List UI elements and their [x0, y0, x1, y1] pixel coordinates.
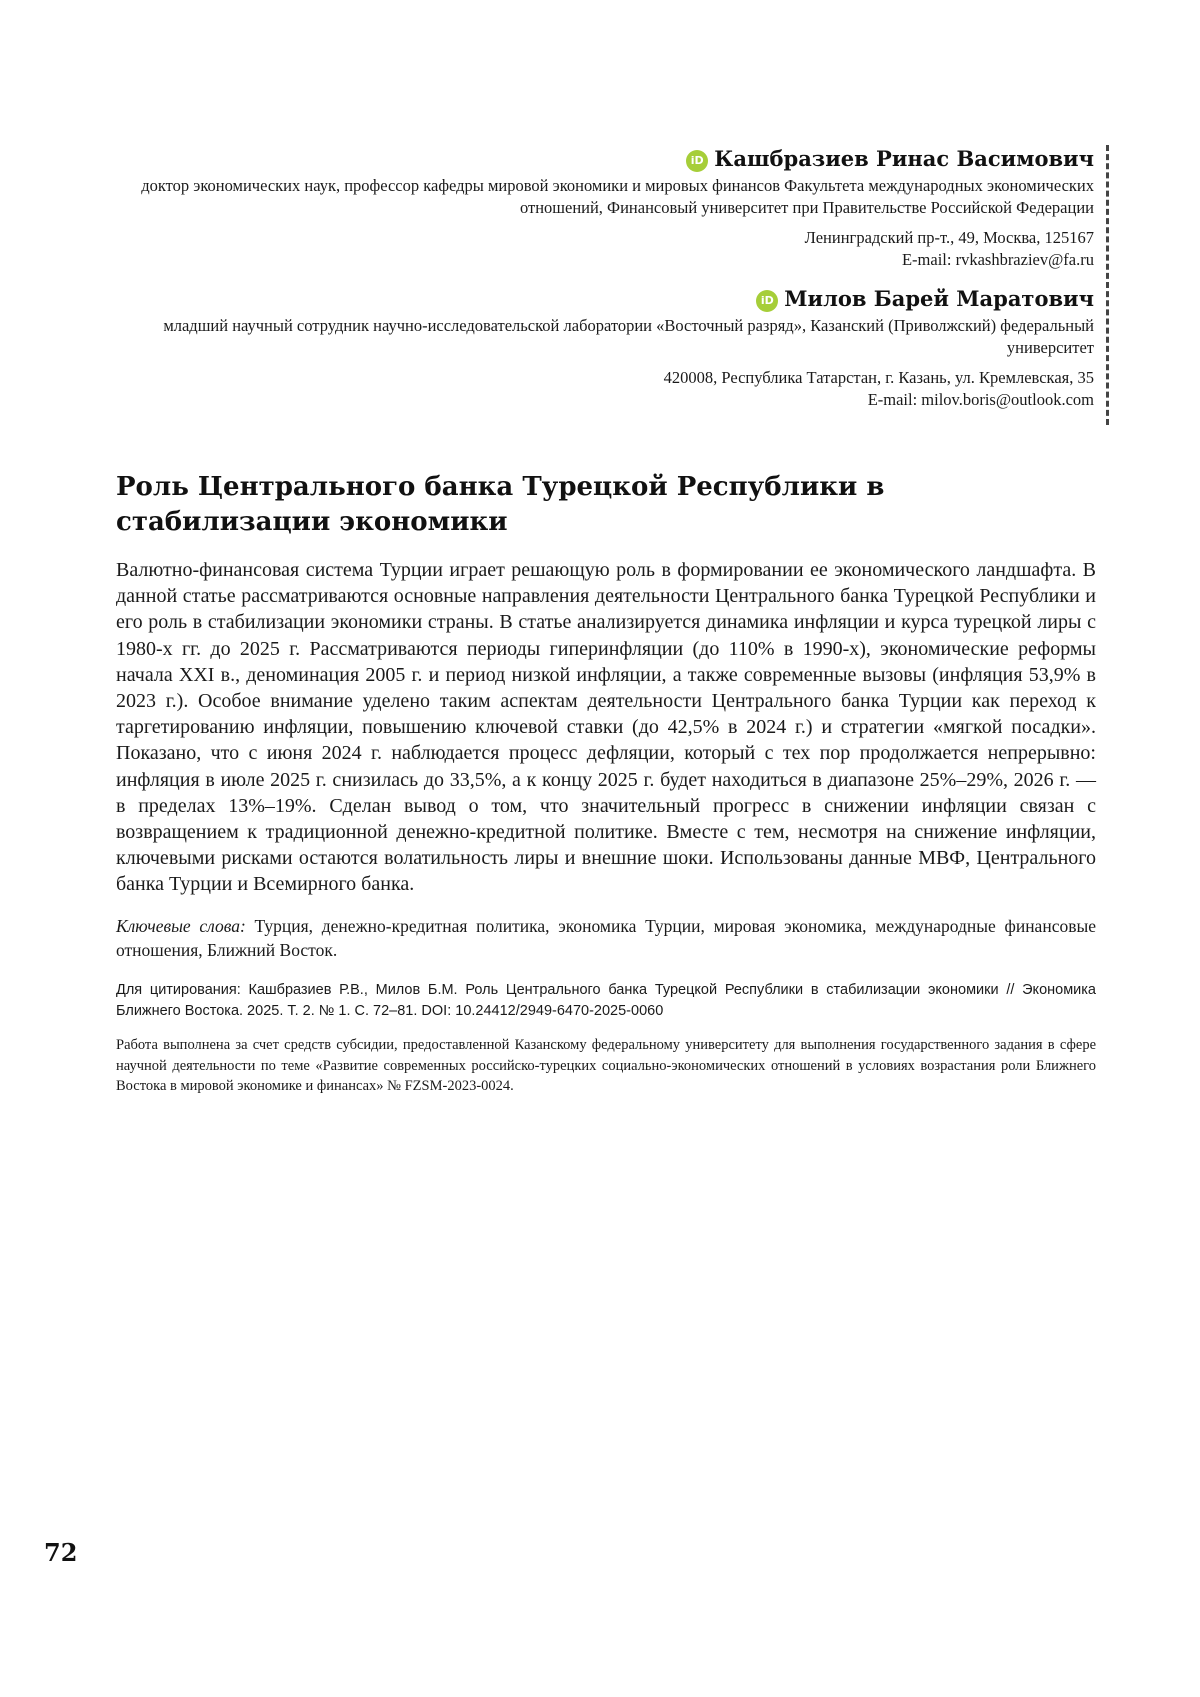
author-1: [116, 145, 1094, 271]
author-affiliation: доктор экономических наук, профессор кафедры мировой экономики и мировых финансов Факультета международных экономических отношений, Финансовый университет при Правительстве Российской Федерации: [116, 175, 1094, 219]
keywords: [116, 914, 1096, 962]
author-address: 420008, Республика Татарстан, г. Казань, ул. Кремлевская, 35: [116, 367, 1094, 389]
author-2: [116, 285, 1094, 411]
abstract: Валютно-финансовая система Турции играет решающую роль в формировании ее экономического ландшафта. В данной статье рассматриваются основные направления деятельности Центрального банка Турецкой Республики и его роль в стабилизации экономики страны. В статье анализируется динамика инфляции и курса турецкой лиры с 1980-х гг. до 2025 г. Рассматриваются периоды гиперинфляции (до 110% в 1990-х), экономические реформы начала XXI в., деноминация 2005 г. и период низкой инфляции, а также современные вызовы (инфляция 53,9% в 2023 г.). Особое внимание уделено таким аспектам деятельности Центрального банка Турции как переход к таргетированию инфляции, повышению ключевой ставки (до 42,5% в 2024 г.) и стратегии «мягкой посадки». Показано, что с июня 2024 г. наблюдается процесс дефляции, который с тех пор продолжается непрерывно: инфляция в июле 2025 г. снизилась до 33,5%, а к концу 2025 г. будет находиться в диапазоне 25%–29%, 2026 г. — в пределах 13%–19%. Сделан вывод о том, что значительный прогресс в снижении инфляции связан с возвращением к традиционной денежно-кредитной политике. Вместе с тем, несмотря на снижение инфляции, ключевыми рисками остаются волатильность лиры и внешние шоки. Использованы данные МВФ, Центрального банка Турции и Всемирного банка.: [116, 557, 1096, 898]
author-affiliation: младший научный сотрудник научно-исследовательской лаборатории «Восточный разряд», Казанский (Приволжский) федеральный университет: [116, 315, 1094, 359]
author-email[interactable]: E-mail: milov.boris@outlook.com: [116, 389, 1094, 411]
authors-block: [116, 145, 1109, 425]
author-name-line: [116, 145, 1094, 173]
orcid-icon[interactable]: iD: [686, 150, 708, 172]
orcid-icon[interactable]: iD: [756, 290, 778, 312]
keywords-label: Ключевые слова:: [116, 916, 246, 936]
page-number: 72: [44, 1538, 77, 1567]
author-email[interactable]: E-mail: rvkashbraziev@fa.ru: [116, 249, 1094, 271]
author-name: Кашбразиев Ринас Васимович: [714, 146, 1094, 171]
author-name: Милов Барей Маратович: [784, 286, 1094, 311]
article-title: Роль Центрального банка Турецкой Республики в стабилизации экономики: [116, 470, 1096, 540]
funding-note: Работа выполнена за счет средств субсидии, предоставленной Казанскому федеральному университету для выполнения государственного задания в сфере научной деятельности по теме «Развитие современных российско-турецких социально-экономических отношений в условиях возрастания роли Ближнего Востока в мировой экономике и финансах» № FZSM-2023-0024.: [116, 1035, 1096, 1097]
citation: Для цитирования: Кашбразиев Р.В., Милов Б.М. Роль Центрального банка Турецкой Республики в стабилизации экономики // Экономика Ближнего Востока. 2025. Т. 2. № 1. С. 72–81. DOI: 10.24412/2949-6470-2025-0060: [116, 980, 1096, 1022]
author-name-line: [116, 285, 1094, 313]
keywords-text: Турция, денежно-кредитная политика, экономика Турции, мировая экономика, международные финансовые отношения, Ближний Восток.: [116, 916, 1096, 960]
author-address: Ленинградский пр-т., 49, Москва, 125167: [116, 227, 1094, 249]
